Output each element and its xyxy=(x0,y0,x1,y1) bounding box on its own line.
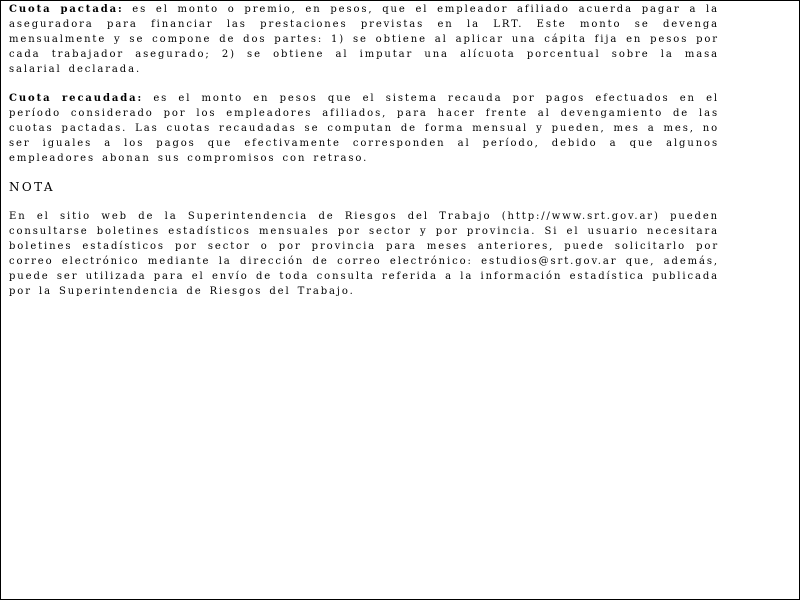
definition-cuota-recaudada: es el monto en pesos que el sistema recauda por pagos efectuados en el período considerado por los empleadores afiliados, para hacer frente al devengamiento de las cuotas pactadas. Las cuotas recaudadas se computan de forma mensual y pueden, mes a mes, no ser iguales a los pagos que efectivamente corresponden al período, debido a que algunos empleadores abonan sus compromisos con retraso. xyxy=(9,93,719,164)
definition-cuota-pactada: es el monto o premio, en pesos, que el empleador afiliado acuerda pagar a la aseguradora para financiar las prestaciones previstas en la LRT. Este monto se devenga mensualmente y se compone de dos partes: 1) se obtiene al aplicar una cápita fija en pesos por cada trabajador asegurado; 2) se obtiene al imputar una alícuota porcentual sobre la masa salarial declarada. xyxy=(9,4,719,75)
nota-paragraph: En el sitio web de la Superintendencia de Riesgos del Trabajo (http://www.srt.gov.ar) pueden consultarse boletines estadísticos mensuales por sector y por provincia. Si el usuario necesitara boletines estadísticos por sector o por provincia para meses anteriores, puede solicitarlo por correo electrónico mediante la dirección de correo electrónico: estudios@srt.gov.ar que, además, puede ser utilizada para el envío de toda consulta referida a la información estadística publicada por la Superintendencia de Riesgos del Trabajo. xyxy=(9,211,719,297)
paragraph-cuota-pactada xyxy=(9,2,719,77)
paragraph-cuota-recaudada xyxy=(9,91,719,166)
nota-heading: NOTA xyxy=(9,180,55,194)
term-cuota-recaudada: Cuota recaudada: xyxy=(9,93,144,104)
term-cuota-pactada: Cuota pactada: xyxy=(9,4,124,15)
